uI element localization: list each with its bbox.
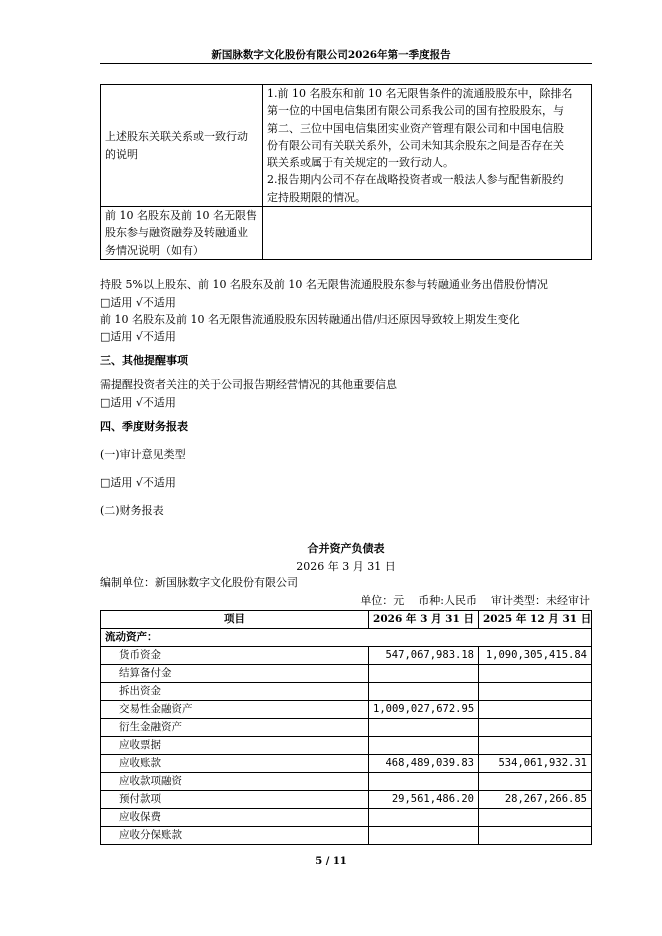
column-header: 2026 年 3 月 31 日 <box>369 611 479 629</box>
row-content <box>263 85 592 207</box>
table-row <box>101 665 592 683</box>
current-cell <box>369 773 479 791</box>
content-line: 联关系或属于有关规定的一致行动人。 <box>267 156 454 170</box>
content-line: 份有限公司有关联关系外，公司未知其余股东之间是否存在关 <box>267 138 564 152</box>
table-row <box>101 809 592 827</box>
item-cell: 应收分保账款 <box>101 827 369 845</box>
item-cell: 应收款项融资 <box>101 773 369 791</box>
audit-option: □适用 √不适用 <box>100 476 176 489</box>
item-cell: 货币资金 <box>101 647 369 665</box>
current-cell <box>369 719 479 737</box>
item-cell: 应收保费 <box>101 809 369 827</box>
section-3-text: 需提醒投资者关注的关于公司报告期经营情况的其他重要信息 <box>100 378 397 391</box>
compiling-company: 编制单位：新国脉数字文化股份有限公司 <box>100 576 298 589</box>
change-title: 前 10 名股东及前 10 名无限售流通股股东因转融通出借/归还原因导致较上期发生变化 <box>100 313 520 326</box>
current-cell <box>369 683 479 701</box>
prior-cell <box>479 827 592 845</box>
table-row <box>101 85 592 207</box>
table-row <box>101 737 592 755</box>
table-row <box>101 683 592 701</box>
content-line: 定持股期限的情况。 <box>267 190 366 204</box>
shareholder-relation-table <box>100 84 592 260</box>
content-line: 1.前 10 名股东和前 10 名无限售条件的流通股股东中，除排名 <box>267 87 573 100</box>
change-option: □适用 √不适用 <box>100 330 176 343</box>
financial-statements-heading: (二)财务报表 <box>100 504 164 517</box>
audit-heading: (一)审计意见类型 <box>100 448 186 461</box>
section-4-heading: 四、季度财务报表 <box>100 420 188 433</box>
header-divider <box>100 63 592 64</box>
current-cell: 29,561,486.20 <box>369 791 479 809</box>
lending-option: □适用 √不适用 <box>100 296 176 309</box>
content-line: 2.报告期内公司不存在战略投资者或一般法人参与配售新股约 <box>267 173 564 187</box>
table-header-row <box>101 611 592 629</box>
prior-cell: 1,090,305,415.84 <box>479 647 592 665</box>
balance-sheet-meta: 单位：元 币种:人民币 审计类型：未经审计 <box>360 594 590 607</box>
table-row <box>101 755 592 773</box>
column-header: 2025 年 12 月 31 日 <box>479 611 592 629</box>
table-row <box>101 629 592 647</box>
table-row <box>101 701 592 719</box>
item-cell: 交易性金融资产 <box>101 701 369 719</box>
current-cell <box>369 827 479 845</box>
current-cell <box>369 665 479 683</box>
prior-cell <box>479 701 592 719</box>
prior-cell <box>479 773 592 791</box>
prior-cell: 28,267,266.85 <box>479 791 592 809</box>
row-label: 前 10 名股东及前 10 名无限售股东参与融资融券及转融通业务情况说明（如有） <box>101 207 263 260</box>
table-row <box>101 719 592 737</box>
item-cell: 衍生金融资产 <box>101 719 369 737</box>
table-row <box>101 791 592 809</box>
prior-cell <box>479 737 592 755</box>
section-3-heading: 三、其他提醒事项 <box>100 354 188 367</box>
prior-cell <box>479 719 592 737</box>
current-cell <box>369 809 479 827</box>
column-header: 项目 <box>101 611 369 629</box>
balance-sheet-title: 合并资产负债表 <box>307 542 385 555</box>
balance-sheet-date: 2026 年 3 月 31 日 <box>296 560 396 573</box>
current-cell: 1,009,027,672.95 <box>369 701 479 719</box>
table-row <box>101 773 592 791</box>
page-header-title: 新国脉数字文化股份有限公司2026年第一季度报告 <box>211 49 451 61</box>
table-row <box>101 647 592 665</box>
content-line: 第二、三位中国电信集团实业资产管理有限公司和中国电信股 <box>267 121 564 135</box>
section-3-option: □适用 √不适用 <box>100 396 176 409</box>
current-cell: 547,067,983.18 <box>369 647 479 665</box>
item-cell: 应收账款 <box>101 755 369 773</box>
prior-cell: 534,061,932.31 <box>479 755 592 773</box>
page-number: 5 / 11 <box>315 856 347 867</box>
row-content <box>263 207 592 260</box>
prior-cell <box>479 683 592 701</box>
item-cell: 预付款项 <box>101 791 369 809</box>
balance-sheet-table <box>100 610 592 845</box>
prior-cell <box>479 809 592 827</box>
prior-cell <box>479 665 592 683</box>
current-cell <box>369 737 479 755</box>
table-row <box>101 207 592 260</box>
section-label: 流动资产： <box>101 629 592 647</box>
item-cell: 拆出资金 <box>101 683 369 701</box>
row-label: 上述股东关联关系或一致行动的说明 <box>101 85 263 207</box>
item-cell: 应收票据 <box>101 737 369 755</box>
lending-title: 持股 5%以上股东、前 10 名股东及前 10 名无限售流通股股东参与转融通业务出借股份情况 <box>100 278 548 291</box>
item-cell: 结算备付金 <box>101 665 369 683</box>
content-line: 第一位的中国电信集团有限公司系我公司的国有控股股东，与 <box>267 104 564 118</box>
table-row <box>101 827 592 845</box>
current-cell: 468,489,039.83 <box>369 755 479 773</box>
